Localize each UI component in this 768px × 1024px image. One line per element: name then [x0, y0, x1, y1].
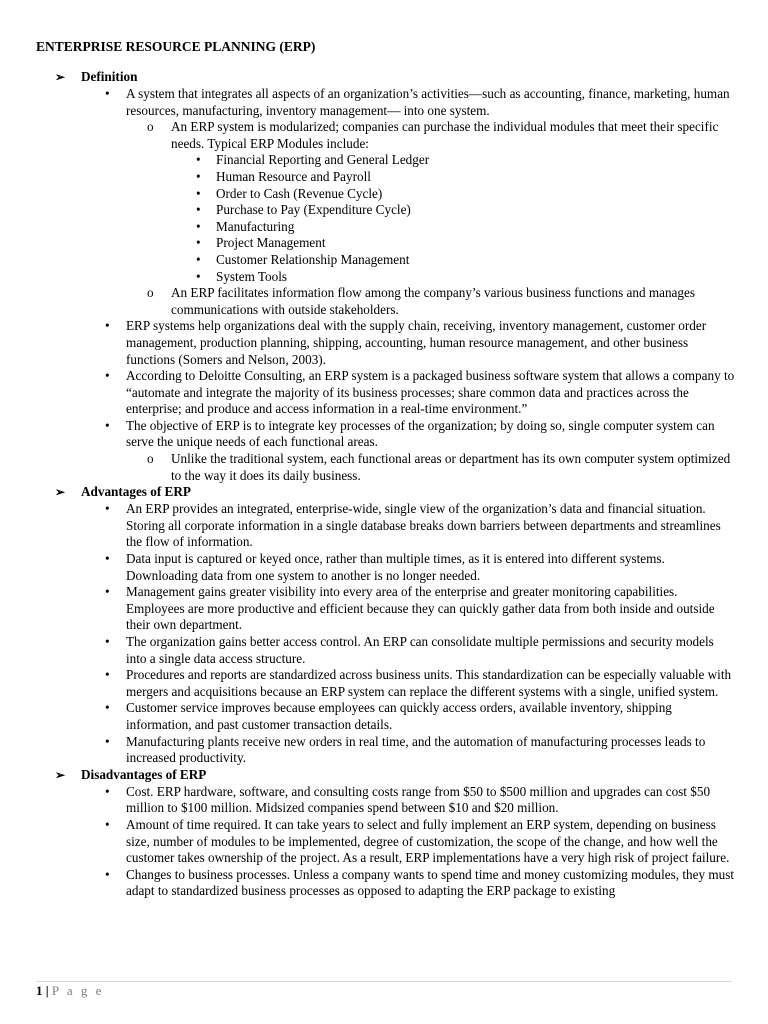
list-item [36, 700, 736, 733]
section-heading-text: Disadvantages of ERP [81, 766, 207, 782]
bullet-icon: • [196, 268, 201, 284]
list-item [36, 634, 736, 667]
circle-bullet-icon: o [147, 119, 154, 135]
list-item [36, 269, 736, 286]
list-item [36, 784, 736, 817]
bullet-icon: • [105, 700, 110, 716]
list-item-text: Amount of time required. It can take years to select and fully implement an ERP system, depending on business size, number of modules to be implemented, degree of customization, the scope of the change, and how well the customer takes ownership of the project. As a result, ERP implementations have a very high risk of project failure. [126, 816, 730, 866]
list-item [36, 86, 736, 119]
list-item-text: Financial Reporting and General Ledger [216, 152, 430, 168]
list-item-text: Customer Relationship Management [216, 251, 410, 267]
list-item [36, 285, 736, 318]
list-item-text: Project Management [216, 235, 326, 251]
list-item [36, 252, 736, 269]
list-item [36, 152, 736, 169]
bullet-icon: • [196, 218, 201, 234]
section-disadvantages [36, 767, 736, 900]
bullet-icon: • [105, 584, 110, 600]
arrow-bullet-icon: ➢ [55, 485, 66, 500]
list-item [36, 202, 736, 219]
list-item [36, 368, 736, 418]
bullet-icon: • [105, 783, 110, 799]
list-item-text: Manufacturing [216, 218, 295, 234]
list-item [36, 318, 736, 368]
bullet-list [36, 86, 736, 484]
bullet-icon: • [105, 733, 110, 749]
list-item-text: Data input is captured or keyed once, rather than multiple times, as it is entered into different systems. Downloading data from one system to another is no longer needed. [126, 551, 665, 583]
section-heading [36, 484, 736, 501]
section-heading [36, 69, 736, 86]
bullet-icon: • [105, 551, 110, 567]
list-item-text: Cost. ERP hardware, software, and consulting costs range from $50 to $500 million and upgrades can cost $50 million to $100 million. Midsized companies spend between $10 and $20 million. [126, 783, 711, 816]
list-item-text: An ERP provides an integrated, enterprise-wide, single view of the organization’s data and financial situation. Storing all corporate information in a single database breaks down barriers between departments and streamlines the flow of information. [126, 501, 721, 550]
list-item [36, 418, 736, 451]
list-item-text: Purchase to Pay (Expenditure Cycle) [216, 202, 411, 218]
list-item [36, 551, 736, 584]
list-item-text: Order to Cash (Revenue Cycle) [216, 185, 383, 201]
list-item-text: Changes to business processes. Unless a company wants to spend time and money customizing modules, they must adapt to standardized business processes as opposed to adapting the ERP package to existing [126, 866, 735, 899]
list-item-text: Customer service improves because employees can quickly access orders, available inventory, shipping information, and past customer transaction details. [126, 700, 672, 732]
bullet-icon: • [196, 251, 201, 267]
list-item-text: Management gains greater visibility into every area of the enterprise and greater monitoring capabilities. Employees are more productive and efficient because they can quickly gather data from both inside and outside their own department. [126, 584, 715, 633]
bullet-icon: • [196, 152, 201, 168]
list-item-text: Unlike the traditional system, each functional areas or department has its own computer system optimized to the way it does its daily business. [171, 451, 731, 483]
list-item [36, 186, 736, 203]
list-item-text: A system that integrates all aspects of an organization’s activities—such as accounting, finance, marketing, human resources, manufacturing, inventory management— into one system. [126, 86, 730, 118]
section-advantages [36, 484, 736, 767]
page-number: 1 [36, 983, 43, 998]
list-item [36, 584, 736, 634]
page-footer [36, 983, 104, 1000]
list-item-text: Human Resource and Payroll [216, 168, 371, 184]
bullet-icon: • [105, 816, 110, 832]
list-item-text: An ERP facilitates information flow among the company’s various business functions and manages communications with outside stakeholders. [171, 285, 695, 317]
list-item [36, 817, 736, 867]
list-item-text: The organization gains better access control. An ERP can consolidate multiple permissions and security models into a single data access structure. [126, 634, 714, 666]
list-item [36, 734, 736, 767]
section-heading-text: Advantages of ERP [81, 484, 191, 500]
bullet-icon: • [196, 168, 201, 184]
document-body [36, 69, 736, 900]
section-definition [36, 69, 736, 484]
circle-bullet-icon: o [147, 451, 154, 467]
list-item-text: An ERP system is modularized; companies can purchase the individual modules that meet their specific needs. Typical ERP Modules include: [171, 119, 719, 151]
list-item [36, 501, 736, 551]
section-heading-text: Definition [81, 69, 138, 84]
page-label: P a g e [51, 983, 104, 998]
bullet-list [36, 784, 736, 900]
list-item [36, 169, 736, 186]
bullet-icon: • [105, 866, 110, 882]
arrow-bullet-icon: ➢ [55, 70, 66, 84]
list-item [36, 667, 736, 700]
list-item-text: ERP systems help organizations deal with the supply chain, receiving, inventory management, customer order management, production planning, shipping, accounting, human resource management, and other business functions (Somers and Nelson, 2003). [126, 318, 707, 367]
list-item-text: According to Deloitte Consulting, an ERP system is a packaged business software system that allows a company to “automate and integrate the majority of its business processes; share common data and practices across the enterprise; and produce and access information in a real-time environment.” [126, 368, 735, 417]
list-item [36, 219, 736, 236]
bullet-list [36, 501, 736, 767]
list-item-text: System Tools [216, 268, 288, 284]
list-item-text: Manufacturing plants receive new orders in real time, and the automation of manufacturing processes leads to increased productivity. [126, 733, 706, 766]
bullet-icon: • [105, 368, 110, 384]
bullet-icon: • [105, 634, 110, 649]
circle-bullet-icon: o [147, 285, 154, 301]
list-item [36, 867, 736, 900]
section-heading [36, 767, 736, 784]
bullet-icon: • [196, 185, 201, 201]
arrow-bullet-icon: ➢ [55, 767, 66, 782]
bullet-icon: • [105, 86, 110, 101]
list-item-text: The objective of ERP is to integrate key processes of the organization; by doing so, single computer system can serve the unique needs of each functional areas. [126, 417, 715, 450]
bullet-icon: • [196, 202, 201, 218]
bullet-icon: • [105, 417, 110, 433]
list-item [36, 451, 736, 484]
bullet-icon: • [105, 501, 110, 517]
bullet-icon: • [105, 667, 110, 683]
list-item [36, 235, 736, 252]
list-item-text: Procedures and reports are standardized across business units. This standardization can be especially valuable with mergers and acquisitions because an ERP system can replace the different systems with a single, unified system. [126, 667, 732, 699]
bullet-icon: • [105, 318, 110, 334]
document-title: ENTERPRISE RESOURCE PLANNING (ERP) [36, 39, 316, 54]
bullet-icon: • [196, 235, 201, 251]
footer-divider [36, 981, 732, 982]
list-item [36, 119, 736, 152]
footer-separator: | [45, 983, 49, 998]
